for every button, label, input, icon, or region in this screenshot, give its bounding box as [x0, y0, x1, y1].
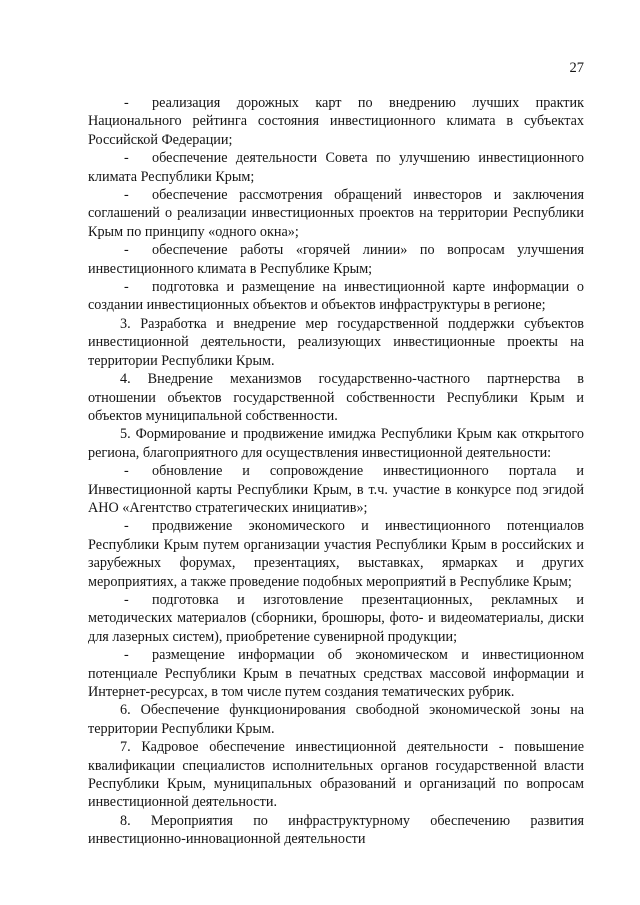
numbered-paragraph: 5. Формирование и продвижение имиджа Республики Крым как открытого региона, благоприятного для осуществления инвестиционной деятельности: — [88, 426, 584, 461]
bullet-dash: - — [124, 279, 129, 296]
bullet-text: обеспечение работы «горячей линии» по вопросам улучшения инвестиционного климата в Республике Крым; — [88, 242, 584, 277]
page-number: 27 — [569, 60, 584, 76]
bullet-dash: - — [124, 150, 129, 167]
numbered-paragraph: 3. Разработка и внедрение мер государственной поддержки субъектов инвестиционной деятельности, реализующих инвестиционные проекты на территории Республики Крым. — [88, 315, 584, 369]
bullet-dash: - — [124, 647, 129, 664]
bullet-text: продвижение экономического и инвестиционного потенциалов Республики Крым путем организации участия Республики Крым в российских и зарубежных форумах, презентациях, выставках, ярмарках и других мероприятиях, а также проведение подобных мероприятий в Республике Крым; — [88, 518, 584, 590]
document-body — [88, 94, 584, 849]
bullet-dash: - — [124, 95, 129, 111]
bullet-text: подготовка и изготовление презентационных, рекламных и методических материалов (сборники, брошюры, фото- и видеоматериалы, диски для лазерных систем), приобретение сувенирной продукции; — [88, 591, 584, 645]
bullet-text: подготовка и размещение на инвестиционной карте информации о создании инвестиционных объектов и объектов инфраструктуры в регионе; — [88, 279, 584, 314]
numbered-paragraph: 7. Кадровое обеспечение инвестиционной деятельности - повышение квалификации специалистов исполнительных органов государственной власти Республики Крым, муниципальных образований и организаций по вопросам инвестиционной деятельности. — [88, 739, 584, 811]
bullet-dash: - — [124, 463, 129, 480]
bullet-item — [88, 186, 584, 241]
bullet-item — [88, 517, 584, 591]
bullet-item — [88, 94, 584, 149]
bullet-item — [88, 462, 584, 517]
numbered-paragraph: 6. Обеспечение функционирования свободной экономической зоны на территории Республики Крым. — [88, 702, 584, 737]
numbered-paragraph: 4. Внедрение механизмов государственно-частного партнерства в отношении объектов государственной собственности Республики Крым и объектов муниципальной собственности. — [88, 371, 584, 424]
bullet-dash: - — [124, 187, 129, 204]
bullet-text: реализация дорожных карт по внедрению лучших практик Национального рейтинга состояния инвестиционного климата в субъектах Российской Федерации; — [88, 95, 584, 148]
bullet-dash: - — [124, 242, 129, 259]
bullet-dash: - — [124, 591, 129, 608]
bullet-text: размещение информации об экономическом и инвестиционном потенциале Республики Крым в печатных средствах массовой информации и Интернет-ресурсах, в том числе путем создания тематических рубрик. — [88, 647, 584, 700]
bullet-item — [88, 278, 584, 315]
bullet-item — [88, 646, 584, 701]
bullet-text: обеспечение деятельности Совета по улучшению инвестиционного климата Республики Крым; — [88, 150, 584, 185]
bullet-text: обновление и сопровождение инвестиционного портала и Инвестиционной карты Республики Крым, в т.ч. участие в конкурсе под эгидой АНО «Агентство стратегических инициатив»; — [88, 463, 584, 516]
bullet-item — [88, 241, 584, 278]
bullet-item — [88, 149, 584, 186]
bullet-text: обеспечение рассмотрения обращений инвесторов и заключения соглашений о реализации инвестиционных проектов на территории Республики Крым по принципу «одного окна»; — [88, 187, 584, 240]
numbered-paragraph: 8. Мероприятия по инфраструктурному обеспечению развития инвестиционно-инновационной деятельности — [88, 812, 584, 848]
bullet-item — [88, 591, 584, 646]
bullet-dash: - — [124, 518, 129, 535]
